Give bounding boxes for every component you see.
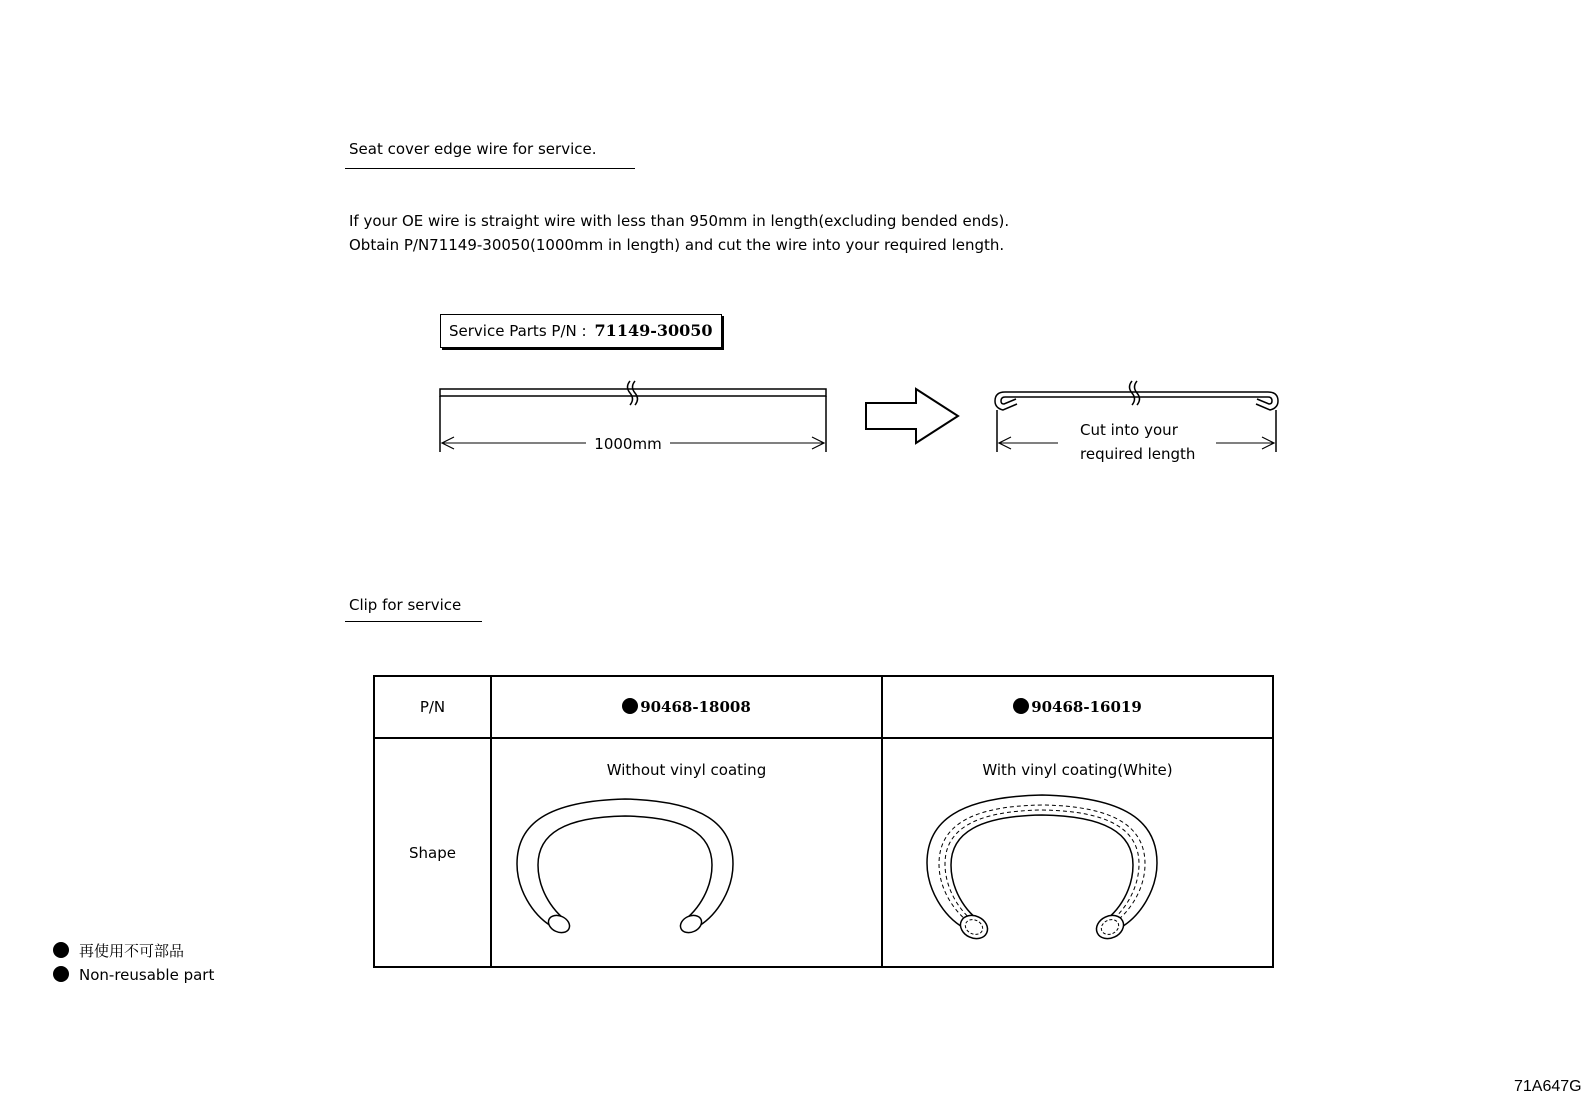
service-parts-label: Service Parts P/N : (449, 322, 587, 340)
clip-part-number: 90468-18008 (640, 698, 751, 716)
shape-cell (882, 738, 1273, 967)
legend-line-jp (53, 940, 184, 961)
section-heading-clip: Clip for service (349, 596, 462, 614)
instruction-line-2: Obtain P/N71149-30050(1000mm in length) and cut the wire into your required length. (349, 236, 1005, 254)
pn-cell (491, 676, 882, 738)
shape-description: With vinyl coating(White) (982, 761, 1173, 779)
legend-text-en: Non-reusable part (79, 966, 215, 984)
non-reusable-dot-icon (53, 966, 69, 982)
cut-label-line-2: required length (1080, 445, 1196, 463)
shape-description: Without vinyl coating (606, 761, 767, 779)
clip-uncoated-icon (492, 779, 881, 949)
row-header-shape: Shape (374, 738, 491, 967)
legend-text-jp: 再使用不可部品 (79, 942, 185, 960)
cut-label-line-1: Cut into your (1080, 421, 1178, 439)
wire-diagram (0, 0, 1592, 500)
non-reusable-dot-icon (53, 942, 69, 958)
section-heading-edge-wire: Seat cover edge wire for service. (349, 140, 597, 158)
bent-wire (995, 381, 1278, 452)
table-row-pn (374, 676, 1273, 738)
service-parts-number: 71149-30050 (594, 321, 713, 340)
shape-cell (491, 738, 882, 967)
legend-line-en (53, 966, 214, 984)
length-label: 1000mm (594, 435, 662, 453)
clip-part-number: 90468-16019 (1031, 698, 1142, 716)
non-reusable-dot-icon (622, 698, 638, 714)
table-row-shape (374, 738, 1273, 967)
heading-underline (345, 621, 482, 622)
row-header-pn: P/N (374, 676, 491, 738)
instruction-line-1: If your OE wire is straight wire with less than 950mm in length(excluding bended ends). (349, 212, 1010, 230)
figure-code: 71A647G (1514, 1078, 1582, 1095)
clip-vinyl-coated-icon (883, 779, 1272, 949)
clip-table (373, 675, 1274, 968)
right-arrow-icon (866, 389, 958, 443)
non-reusable-dot-icon (1013, 698, 1029, 714)
pn-cell (882, 676, 1273, 738)
